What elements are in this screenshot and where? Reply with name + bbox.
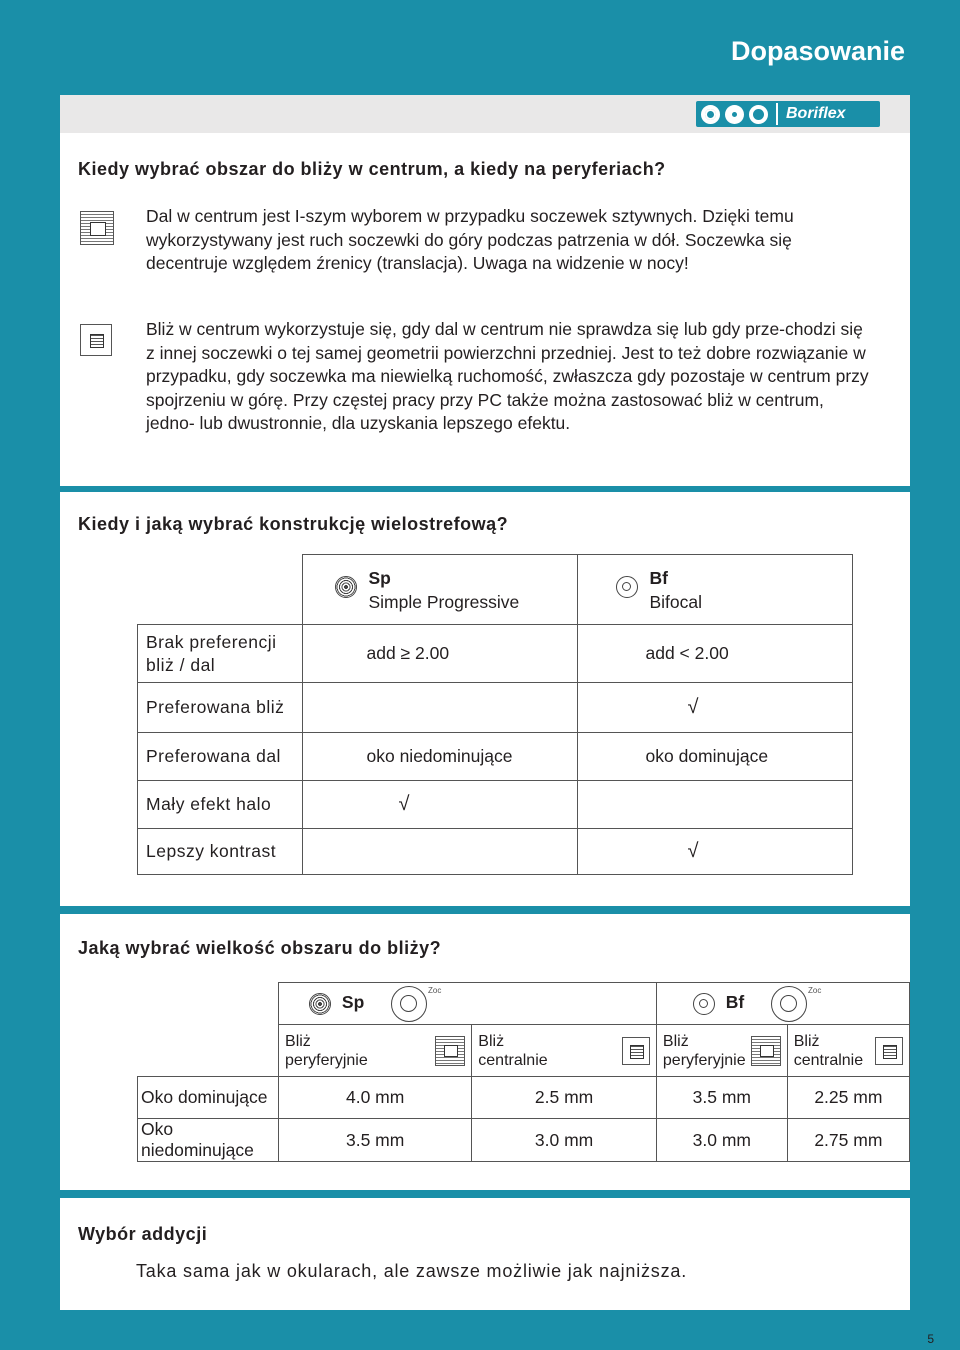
near-peripheral-icon <box>751 1036 781 1066</box>
row-label: Brak preferencji bliż / dal <box>138 625 303 683</box>
cell-value: 3.0 mm <box>472 1119 657 1162</box>
section-heading: Jaką wybrać wielkość obszaru do bliży? <box>78 938 442 958</box>
cell-value: 3.5 mm <box>656 1077 787 1119</box>
section-multizone <box>60 492 910 906</box>
addition-text: Taka sama jak w okularach, ale zawsze możliwie jak najniższa. <box>136 1261 688 1281</box>
zoc-lens-icon <box>391 986 427 1022</box>
near-zone-table <box>137 982 910 1162</box>
near-peripheral-icon <box>435 1036 465 1066</box>
cell-sp: oko niedominujące <box>302 733 577 781</box>
cell-value: 4.0 mm <box>279 1077 472 1119</box>
near-central-icon <box>622 1037 650 1065</box>
col-header-sp: Sp Simple Progressive <box>302 555 577 625</box>
sub-sp-central: Bliż centralnie <box>472 1025 657 1077</box>
cell-value: 2.5 mm <box>472 1077 657 1119</box>
zoc-lens-icon <box>771 986 807 1022</box>
section-near-zone-size <box>60 914 910 1190</box>
cell-sp: add ≥ 2.00 <box>302 625 577 683</box>
near-center-icon <box>80 324 112 356</box>
logo-circle-icon <box>749 105 768 124</box>
section-addition <box>60 1198 910 1310</box>
cell-bf: √ <box>577 683 852 733</box>
cell-bf <box>577 781 852 829</box>
cell-bf: √ <box>577 829 852 875</box>
sub-sp-peripheral: Bliż peryferyjnie <box>279 1025 472 1077</box>
brand-logo <box>696 101 880 127</box>
row-label: Preferowana dal <box>138 733 303 781</box>
cell-value: 3.0 mm <box>656 1119 787 1162</box>
cell-sp: √ <box>302 781 577 829</box>
section-heading: Kiedy i jaką wybrać konstrukcję wielostrefową? <box>78 514 509 534</box>
distance-center-icon <box>80 211 114 245</box>
cell-value: 2.25 mm <box>787 1077 909 1119</box>
cell-bf: oko dominujące <box>577 733 852 781</box>
paragraph-near-center: Bliż w centrum wykorzystuje się, gdy dal w centrum nie sprawdza się lub gdy prze-chodzi się z innej soczewki o tej samej geometrii powierzchni przedniej. Jest to też dobre rozwiązanie w przypadku, gdy soczewka ma niewielką ruchomość, zwłaszcza gdy pozostaje w centrum przy spojrzeniu w górę. Przy częstej pracy przy PC także można zastosować bliż w centrum, jedno- lub dwustronnie, dla uzyskania lepszego efektu. <box>146 319 869 433</box>
brand-name: Boriflex <box>776 103 846 125</box>
header-band <box>60 95 910 133</box>
row-label: Lepszy kontrast <box>138 829 303 875</box>
sub-bf-central: Bliż centralnie <box>787 1025 909 1077</box>
col-header-sp: Sp $^{Zoc}$ <box>279 983 657 1025</box>
section-heading: Kiedy wybrać obszar do bliży w centrum, a kiedy na peryferiach? <box>78 159 666 179</box>
cell-bf: add < 2.00 <box>577 625 852 683</box>
cell-sp <box>302 683 577 733</box>
multizone-table <box>137 554 853 875</box>
row-label: Oko niedominujące <box>138 1119 279 1162</box>
paragraph-distance-center: Dal w centrum jest I-szym wyborem w przypadku soczewek sztywnych. Dzięki temu wykorzystywany jest ruch soczewki do góry podczas patrzenia w dół. Soczewka się decentruje względem źrenicy (translacja). Uwaga na widzenie w nocy! <box>146 206 794 273</box>
progressive-lens-icon <box>309 993 331 1015</box>
cell-sp <box>302 829 577 875</box>
section-heading: Wybór addycji <box>78 1224 208 1244</box>
near-central-icon <box>875 1037 903 1065</box>
cell-value: 3.5 mm <box>279 1119 472 1162</box>
progressive-lens-icon <box>335 576 357 598</box>
bifocal-lens-icon <box>616 576 638 598</box>
logo-ring-icon <box>701 105 720 124</box>
row-label: Oko dominujące <box>138 1077 279 1119</box>
row-label: Mały efekt halo <box>138 781 303 829</box>
logo-dot-icon <box>725 105 744 124</box>
row-label: Preferowana bliż <box>138 683 303 733</box>
section-zone-placement <box>60 95 910 486</box>
cell-value: 2.75 mm <box>787 1119 909 1162</box>
col-header-bf: Bf $^{Zoc}$ <box>656 983 909 1025</box>
bifocal-lens-icon <box>693 993 715 1015</box>
page-title: Dopasowanie <box>730 36 905 66</box>
page-number: 5 <box>927 1332 934 1346</box>
col-header-bf: Bf Bifocal <box>577 555 852 625</box>
sub-bf-peripheral: Bliż peryferyjnie <box>656 1025 787 1077</box>
